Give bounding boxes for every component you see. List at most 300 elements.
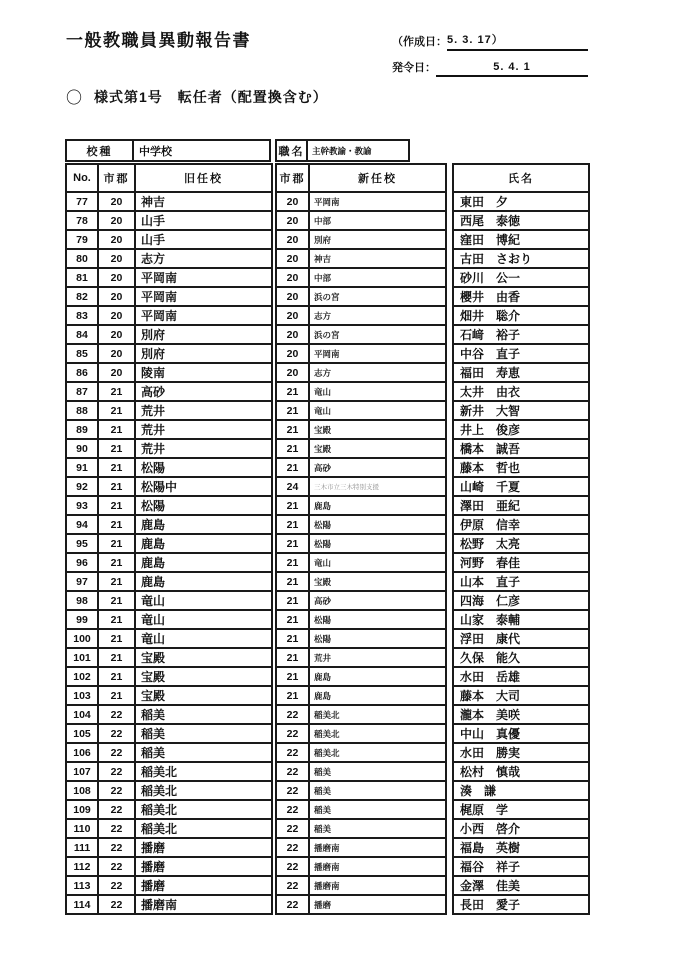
cell-no: 106 — [66, 743, 98, 762]
table-row — [453, 743, 589, 762]
cell-old-city: 22 — [98, 857, 135, 876]
cell-old-city: 21 — [98, 591, 135, 610]
cell-new-city: 21 — [276, 610, 309, 629]
table-row — [276, 382, 446, 401]
table-row — [276, 306, 446, 325]
cell-old-school: 竜山 — [135, 629, 272, 648]
table-row — [276, 800, 446, 819]
table-row — [66, 249, 272, 268]
col-header-city-old: 市郡 — [98, 164, 135, 192]
cell-new-city: 21 — [276, 553, 309, 572]
cell-new-city: 22 — [276, 857, 309, 876]
cell-new-school: 志方 — [309, 306, 446, 325]
table-row — [66, 439, 272, 458]
cell-no: 83 — [66, 306, 98, 325]
table-row — [453, 591, 589, 610]
cell-new-school: 稲美北 — [309, 724, 446, 743]
cell-old-school: 志方 — [135, 249, 272, 268]
table-row — [453, 249, 589, 268]
cell-old-city: 21 — [98, 648, 135, 667]
cell-old-school: 稲美北 — [135, 781, 272, 800]
cell-new-city: 21 — [276, 629, 309, 648]
issued-date-label: 発令日： — [392, 62, 436, 74]
cell-name: 西尾 泰徳 — [453, 211, 589, 230]
cell-no: 104 — [66, 705, 98, 724]
cell-old-school: 稲美 — [135, 743, 272, 762]
table-row — [453, 401, 589, 420]
cell-new-school: 竜山 — [309, 553, 446, 572]
cell-no: 89 — [66, 420, 98, 439]
cell-new-school: 松陽 — [309, 610, 446, 629]
table-row — [276, 876, 446, 895]
cell-new-school: 播磨 — [309, 895, 446, 914]
cell-new-city: 20 — [276, 306, 309, 325]
table-row — [66, 420, 272, 439]
table-row — [66, 534, 272, 553]
cell-name: 山家 泰輔 — [453, 610, 589, 629]
table-row — [66, 496, 272, 515]
table-row — [66, 192, 272, 211]
col-header-city-new: 市郡 — [276, 164, 309, 192]
table-row — [66, 610, 272, 629]
cell-no: 84 — [66, 325, 98, 344]
table-row — [276, 401, 446, 420]
table-row — [276, 249, 446, 268]
cell-new-city: 20 — [276, 363, 309, 382]
cell-new-school: 平岡南 — [309, 344, 446, 363]
cell-name: 古田 さおり — [453, 249, 589, 268]
table-row — [453, 211, 589, 230]
cell-new-school: 稲美北 — [309, 705, 446, 724]
cell-new-city: 22 — [276, 762, 309, 781]
name-block-spacer — [452, 139, 588, 163]
table-row — [453, 648, 589, 667]
old-school-table — [65, 163, 273, 915]
cell-no: 111 — [66, 838, 98, 857]
cell-new-school: 稲美 — [309, 819, 446, 838]
cell-new-city: 21 — [276, 420, 309, 439]
created-date-row — [392, 30, 588, 51]
cell-new-city: 20 — [276, 230, 309, 249]
cell-name: 櫻井 由香 — [453, 287, 589, 306]
cell-new-school: 別府 — [309, 230, 446, 249]
cell-name: 中山 真優 — [453, 724, 589, 743]
cell-no: 86 — [66, 363, 98, 382]
created-date-label: （作成日： — [392, 36, 447, 48]
cell-name: 河野 春佳 — [453, 553, 589, 572]
cell-no: 90 — [66, 439, 98, 458]
cell-new-city: 21 — [276, 401, 309, 420]
cell-name: 山崎 千夏 — [453, 477, 589, 496]
table-row — [276, 553, 446, 572]
cell-old-city: 22 — [98, 762, 135, 781]
table-row — [453, 515, 589, 534]
cell-old-school: 平岡南 — [135, 268, 272, 287]
table-row — [66, 401, 272, 420]
cell-new-school: 鹿島 — [309, 496, 446, 515]
table-row — [66, 458, 272, 477]
cell-name: 松村 慎哉 — [453, 762, 589, 781]
cell-new-school: 稲美 — [309, 800, 446, 819]
cell-old-school: 播磨 — [135, 876, 272, 895]
cell-no: 80 — [66, 249, 98, 268]
table-row — [276, 344, 446, 363]
cell-old-school: 宝殿 — [135, 686, 272, 705]
table-row — [66, 838, 272, 857]
cell-name: 福谷 祥子 — [453, 857, 589, 876]
table-row — [453, 268, 589, 287]
table-row — [453, 306, 589, 325]
cell-new-city: 20 — [276, 249, 309, 268]
cell-new-city: 20 — [276, 211, 309, 230]
cell-old-school: 竜山 — [135, 591, 272, 610]
table-row — [276, 819, 446, 838]
cell-old-city: 22 — [98, 800, 135, 819]
table-row — [453, 439, 589, 458]
table-row — [276, 572, 446, 591]
table-row — [276, 705, 446, 724]
table-row — [453, 895, 589, 914]
table-row — [453, 857, 589, 876]
cell-new-school: 鹿島 — [309, 667, 446, 686]
cell-no: 108 — [66, 781, 98, 800]
cell-old-city: 21 — [98, 458, 135, 477]
cell-name: 太井 由衣 — [453, 382, 589, 401]
table-row — [453, 800, 589, 819]
cell-name: 砂川 公一 — [453, 268, 589, 287]
cell-new-school: 荒井 — [309, 648, 446, 667]
table-row — [276, 496, 446, 515]
cell-new-school: 鹿島 — [309, 686, 446, 705]
table-block-name — [452, 139, 588, 915]
table-row — [276, 458, 446, 477]
cell-name: 東田 夕 — [453, 192, 589, 211]
cell-name: 久保 能久 — [453, 648, 589, 667]
cell-name: 浮田 康代 — [453, 629, 589, 648]
circle-bullet-icon: 〇 — [66, 90, 84, 107]
cell-no: 98 — [66, 591, 98, 610]
table-row — [66, 572, 272, 591]
cell-old-city: 20 — [98, 363, 135, 382]
col-header-name: 氏名 — [453, 164, 589, 192]
cell-no: 103 — [66, 686, 98, 705]
table-row — [276, 591, 446, 610]
table-row — [66, 705, 272, 724]
table-row — [276, 667, 446, 686]
cell-old-city: 21 — [98, 496, 135, 515]
cell-name: 藤本 哲也 — [453, 458, 589, 477]
table-row — [453, 762, 589, 781]
name-table — [452, 163, 590, 915]
cell-new-city: 22 — [276, 819, 309, 838]
cell-new-city: 22 — [276, 876, 309, 895]
table-row — [276, 477, 446, 496]
cell-old-school: 別府 — [135, 325, 272, 344]
cell-old-city: 20 — [98, 192, 135, 211]
cell-old-school: 播磨南 — [135, 895, 272, 914]
cell-no: 96 — [66, 553, 98, 572]
cell-no: 93 — [66, 496, 98, 515]
cell-new-school: 松陽 — [309, 515, 446, 534]
cell-old-school: 宝殿 — [135, 667, 272, 686]
cell-name: 瀧本 美咲 — [453, 705, 589, 724]
table-row — [453, 534, 589, 553]
cell-old-city: 22 — [98, 819, 135, 838]
table-row — [276, 515, 446, 534]
table-row — [276, 230, 446, 249]
cell-name: 梶原 学 — [453, 800, 589, 819]
cell-old-school: 別府 — [135, 344, 272, 363]
cell-new-school: 宝殿 — [309, 439, 446, 458]
table-row — [66, 800, 272, 819]
table-row — [66, 363, 272, 382]
col-header-new-school: 新任校 — [309, 164, 446, 192]
cell-new-city: 21 — [276, 572, 309, 591]
table-row — [276, 363, 446, 382]
table-row — [66, 268, 272, 287]
cell-name: 橋本 誠吾 — [453, 439, 589, 458]
cell-old-city: 21 — [98, 439, 135, 458]
cell-old-school: 竜山 — [135, 610, 272, 629]
cell-old-city: 20 — [98, 325, 135, 344]
table-row — [453, 420, 589, 439]
cell-old-city: 21 — [98, 420, 135, 439]
table-row — [66, 724, 272, 743]
table-header-row — [453, 164, 589, 192]
cell-no: 91 — [66, 458, 98, 477]
table-row — [453, 230, 589, 249]
cell-name: 石﨑 裕子 — [453, 325, 589, 344]
cell-old-city: 21 — [98, 382, 135, 401]
cell-no: 101 — [66, 648, 98, 667]
table-row — [66, 344, 272, 363]
table-row — [453, 629, 589, 648]
cell-no: 87 — [66, 382, 98, 401]
table-row — [66, 477, 272, 496]
cell-new-city: 21 — [276, 515, 309, 534]
cell-no: 109 — [66, 800, 98, 819]
cell-name: 藤本 大司 — [453, 686, 589, 705]
cell-name: 松野 太亮 — [453, 534, 589, 553]
cell-new-school: 志方 — [309, 363, 446, 382]
cell-old-city: 21 — [98, 534, 135, 553]
table-header-row — [276, 164, 446, 192]
cell-no: 81 — [66, 268, 98, 287]
cell-no: 113 — [66, 876, 98, 895]
cell-no: 85 — [66, 344, 98, 363]
cell-old-city: 22 — [98, 705, 135, 724]
table-block-old-school — [65, 139, 271, 915]
cell-old-school: 神吉 — [135, 192, 272, 211]
table-row — [453, 458, 589, 477]
cell-old-school: 松陽中 — [135, 477, 272, 496]
cell-no: 99 — [66, 610, 98, 629]
table-row — [453, 686, 589, 705]
col-header-old-school: 旧任校 — [135, 164, 272, 192]
table-row — [276, 211, 446, 230]
table-row — [276, 610, 446, 629]
cell-old-city: 22 — [98, 838, 135, 857]
table-row — [66, 876, 272, 895]
cell-old-city: 20 — [98, 287, 135, 306]
issued-date-value: 5. 4. 1 — [436, 61, 588, 77]
cell-no: 88 — [66, 401, 98, 420]
cell-new-city: 22 — [276, 895, 309, 914]
table-row — [453, 382, 589, 401]
cell-new-city: 22 — [276, 724, 309, 743]
table-row — [66, 553, 272, 572]
cell-name: 小西 啓介 — [453, 819, 589, 838]
cell-new-school: 稲美 — [309, 762, 446, 781]
cell-new-city: 22 — [276, 838, 309, 857]
cell-old-school: 播磨 — [135, 857, 272, 876]
table-row — [453, 876, 589, 895]
cell-old-city: 20 — [98, 249, 135, 268]
table-row — [453, 781, 589, 800]
new-school-table — [275, 163, 447, 915]
page-title: 一般教職員異動報告書 — [66, 31, 251, 50]
cell-no: 94 — [66, 515, 98, 534]
table-row — [66, 743, 272, 762]
cell-new-city: 24 — [276, 477, 309, 496]
cell-new-school: 中部 — [309, 211, 446, 230]
cell-name: 福島 英樹 — [453, 838, 589, 857]
cell-new-city: 21 — [276, 458, 309, 477]
table-header-row — [66, 164, 272, 192]
table-row — [453, 192, 589, 211]
table-row — [276, 268, 446, 287]
date-block — [392, 30, 588, 82]
cell-new-city: 20 — [276, 344, 309, 363]
cell-no: 78 — [66, 211, 98, 230]
cell-new-city: 21 — [276, 496, 309, 515]
table-row — [66, 781, 272, 800]
table-row — [66, 382, 272, 401]
cell-new-city: 21 — [276, 591, 309, 610]
table-row — [453, 724, 589, 743]
cell-new-city: 20 — [276, 192, 309, 211]
cell-new-school: 神吉 — [309, 249, 446, 268]
cell-name: 澤田 亜紀 — [453, 496, 589, 515]
cell-new-school: 松陽 — [309, 629, 446, 648]
cell-new-school: 高砂 — [309, 591, 446, 610]
cell-new-school: 高砂 — [309, 458, 446, 477]
cell-old-city: 22 — [98, 781, 135, 800]
table-row — [453, 705, 589, 724]
cell-new-school: 平岡南 — [309, 192, 446, 211]
cell-name: 伊原 信幸 — [453, 515, 589, 534]
cell-old-school: 荒井 — [135, 401, 272, 420]
table-row — [276, 857, 446, 876]
cell-old-school: 鹿島 — [135, 572, 272, 591]
cell-old-school: 鹿島 — [135, 534, 272, 553]
cell-no: 77 — [66, 192, 98, 211]
table-row — [66, 857, 272, 876]
cell-old-school: 稲美北 — [135, 819, 272, 838]
cell-old-city: 22 — [98, 876, 135, 895]
cell-old-school: 鹿島 — [135, 553, 272, 572]
cell-old-city: 21 — [98, 401, 135, 420]
cell-old-city: 21 — [98, 610, 135, 629]
cell-old-city: 20 — [98, 306, 135, 325]
table-row — [453, 667, 589, 686]
cell-no: 95 — [66, 534, 98, 553]
table-row — [276, 838, 446, 857]
table-row — [276, 762, 446, 781]
form-heading-text: 様式第1号 転任者（配置換含む） — [94, 88, 328, 105]
cell-old-school: 山手 — [135, 230, 272, 249]
col-header-no: No. — [66, 164, 98, 192]
cell-new-school: 三木市立三木特別支援 — [309, 477, 446, 496]
table-row — [66, 230, 272, 249]
table-row — [276, 287, 446, 306]
cell-name: 四海 仁彦 — [453, 591, 589, 610]
cell-no: 79 — [66, 230, 98, 249]
table-row — [453, 363, 589, 382]
table-row — [453, 819, 589, 838]
cell-no: 114 — [66, 895, 98, 914]
position-row — [275, 139, 445, 162]
cell-no: 105 — [66, 724, 98, 743]
cell-old-school: 平岡南 — [135, 306, 272, 325]
cell-old-city: 20 — [98, 230, 135, 249]
cell-old-city: 22 — [98, 743, 135, 762]
cell-old-city: 20 — [98, 211, 135, 230]
table-row — [276, 686, 446, 705]
table-row — [66, 591, 272, 610]
cell-old-city: 22 — [98, 724, 135, 743]
table-row — [453, 572, 589, 591]
table-row — [66, 287, 272, 306]
cell-no: 82 — [66, 287, 98, 306]
cell-name: 湊 謙 — [453, 781, 589, 800]
cell-old-school: 稲美北 — [135, 800, 272, 819]
cell-new-city: 21 — [276, 534, 309, 553]
cell-name: 窪田 博紀 — [453, 230, 589, 249]
cell-old-school: 稲美 — [135, 724, 272, 743]
school-type-label: 校種 — [65, 139, 134, 162]
table-row — [453, 287, 589, 306]
cell-old-school: 鹿島 — [135, 515, 272, 534]
cell-name: 水田 勝実 — [453, 743, 589, 762]
table-row — [66, 762, 272, 781]
cell-old-city: 21 — [98, 553, 135, 572]
table-row — [453, 325, 589, 344]
table-row — [276, 439, 446, 458]
cell-new-school: 播磨南 — [309, 857, 446, 876]
table-row — [276, 648, 446, 667]
cell-name: 福田 寿恵 — [453, 363, 589, 382]
cell-old-school: 播磨 — [135, 838, 272, 857]
transfer-table — [65, 139, 588, 914]
cell-new-school: 松陽 — [309, 534, 446, 553]
table-row — [453, 477, 589, 496]
table-row — [66, 895, 272, 914]
table-row — [66, 629, 272, 648]
cell-old-school: 稲美 — [135, 705, 272, 724]
table-row — [276, 781, 446, 800]
cell-no: 97 — [66, 572, 98, 591]
table-row — [66, 211, 272, 230]
cell-name: 山本 直子 — [453, 572, 589, 591]
cell-old-school: 稲美北 — [135, 762, 272, 781]
cell-old-school: 高砂 — [135, 382, 272, 401]
cell-name: 水田 岳雄 — [453, 667, 589, 686]
issued-date-row — [392, 56, 588, 77]
school-type-value: 中学校 — [132, 139, 271, 162]
table-row — [276, 743, 446, 762]
table-row — [276, 534, 446, 553]
